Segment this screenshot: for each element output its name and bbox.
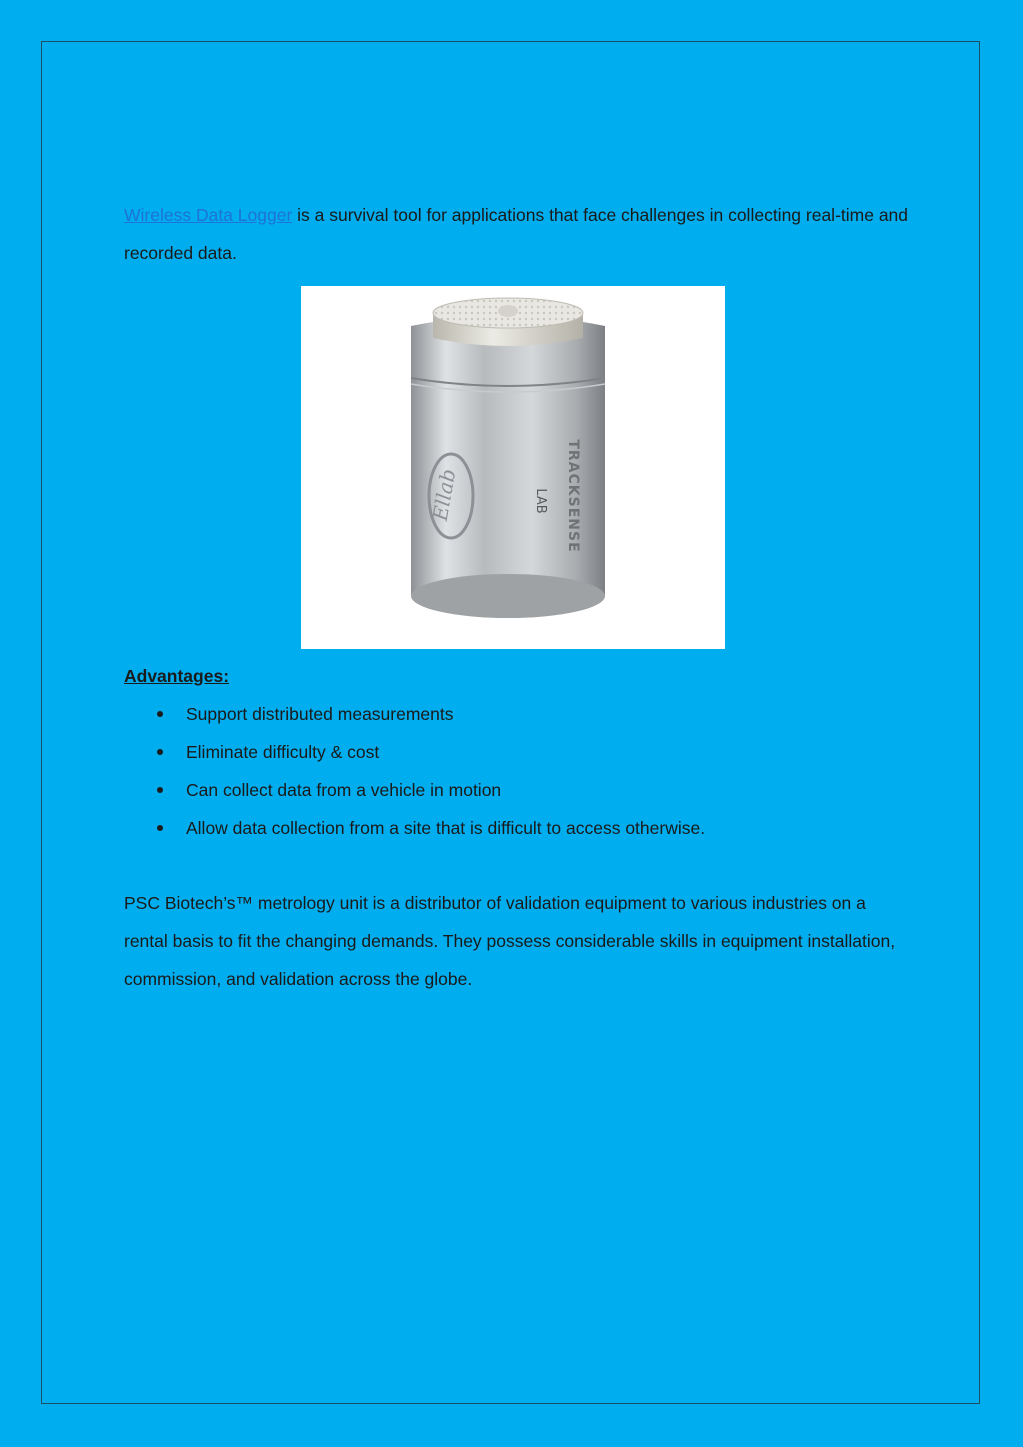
list-item: Eliminate difficulty & cost [124,733,914,771]
intro-paragraph [124,196,914,272]
bullet-icon [157,825,163,831]
product-image [301,286,725,649]
data-logger-image [301,286,725,649]
advantages-heading: Advantages: [124,666,230,686]
bullet-icon [157,711,163,717]
bullet-icon [157,787,163,793]
bullet-icon [157,749,163,755]
logo-text: Ellab [427,467,461,523]
model-label: LAB [533,488,548,514]
list-item: Can collect data from a vehicle in motion [124,771,914,809]
advantages-list [124,695,914,847]
document-content [124,196,914,998]
side-brand-label: TRACKSENSE [565,439,581,553]
wireless-data-logger-link[interactable]: Wireless Data Logger [124,205,293,225]
list-item: Support distributed measurements [124,695,914,733]
list-item: Allow data collection from a site that is difficult to access otherwise. [124,809,914,847]
closing-paragraph: PSC Biotech’s™ metrology unit is a distributor of validation equipment to various industries on a rental basis to fit the changing demands. They possess considerable skills in equipment installation, commission, and validation across the globe. [124,893,896,989]
intro-text: is a survival tool for applications that face challenges in collecting real-time and recorded data. [124,205,909,263]
